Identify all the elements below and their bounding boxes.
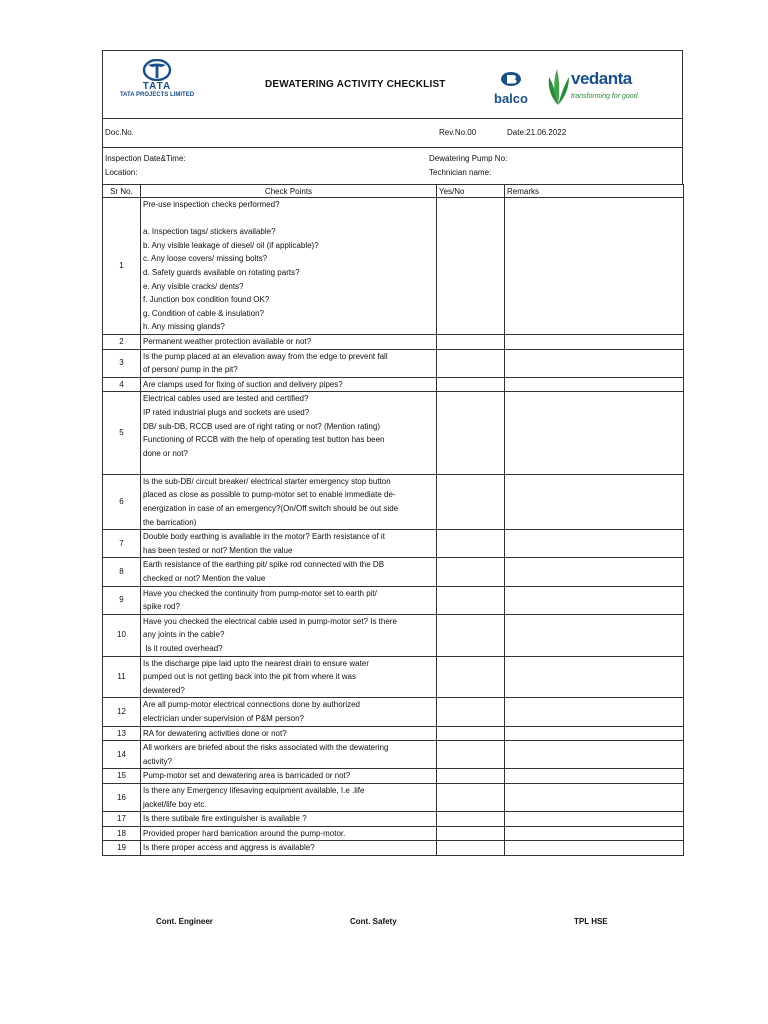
row-check-point — [141, 586, 437, 614]
check-point-line: Are all pump-motor electrical connections done by authorized — [143, 700, 361, 710]
tata-subtitle: TATA PROJECTS LIMITED — [119, 92, 195, 98]
row-sr-number: 16 — [103, 783, 141, 811]
location-label: Location: — [105, 168, 138, 177]
check-point-line: Provided proper hard barrication around the pump-motor. — [143, 828, 346, 838]
table-row — [103, 698, 684, 726]
row-remarks-cell[interactable] — [505, 349, 684, 377]
check-point-line: jacket/life boy etc. — [143, 799, 207, 809]
table-row — [103, 769, 684, 784]
row-check-point — [141, 392, 437, 475]
table-row — [103, 726, 684, 741]
row-remarks-cell[interactable] — [505, 769, 684, 784]
check-point-line: Are clamps used for fixing of suction and delivery pipes? — [143, 379, 343, 389]
check-point-line: g. Condition of cable & insulation? — [143, 308, 264, 318]
row-sr-number: 11 — [103, 656, 141, 698]
row-sr-number: 17 — [103, 812, 141, 827]
row-remarks-cell[interactable] — [505, 586, 684, 614]
col-remarks-header: Remarks — [505, 185, 684, 198]
row-sr-number: 8 — [103, 558, 141, 586]
check-point-line: dewatered? — [143, 685, 185, 695]
row-yesno-cell[interactable] — [437, 741, 505, 769]
check-point-line: b. Any visible leakage of diesel/ oil (if applicable)? — [143, 240, 319, 250]
row-yesno-cell[interactable] — [437, 349, 505, 377]
col-yesno-header: Yes/No — [437, 185, 505, 198]
table-row — [103, 656, 684, 698]
check-point-line: f. Junction box condition found OK? — [143, 295, 270, 305]
check-point-line: Permanent weather protection available or not? — [143, 336, 312, 346]
check-point-line: any joints in the cable? — [143, 630, 225, 640]
row-yesno-cell[interactable] — [437, 783, 505, 811]
row-yesno-cell[interactable] — [437, 812, 505, 827]
inspection-date-label: Inspection Date&Time: — [105, 154, 186, 163]
tata-wordmark: TATA — [142, 81, 172, 92]
check-point-line: Functioning of RCCB with the help of operating test button has been — [143, 435, 385, 445]
row-yesno-cell[interactable] — [437, 841, 505, 856]
check-point-line: electrician under supervision of P&M person? — [143, 713, 304, 723]
balco-logo — [483, 71, 539, 105]
doc-number-label: Doc.No. — [105, 128, 134, 137]
table-row — [103, 474, 684, 529]
row-yesno-cell[interactable] — [437, 334, 505, 349]
signature-tpl-hse: TPL HSE — [574, 917, 608, 926]
signature-engineer: Cont. Engineer — [156, 917, 213, 926]
col-sr-header: Sr No. — [103, 185, 141, 198]
check-point-line: has been tested or not? Mention the value — [143, 545, 293, 555]
checklist-table — [102, 184, 684, 856]
document-date: Date:21.06.2022 — [507, 128, 567, 137]
check-point-line: IP rated industrial plugs and sockets are used? — [143, 407, 310, 417]
table-row — [103, 741, 684, 769]
check-point-line: Is the discharge pipe laid upto the nearest drain to ensure water — [143, 658, 369, 668]
row-remarks-cell[interactable] — [505, 656, 684, 698]
row-check-point — [141, 783, 437, 811]
check-point-line: h. Any missing glands? — [143, 322, 225, 332]
row-sr-number: 12 — [103, 698, 141, 726]
row-check-point — [141, 656, 437, 698]
check-point-line: done or not? — [143, 448, 188, 458]
row-sr-number: 2 — [103, 334, 141, 349]
check-point-line: Earth resistance of the earthing pit/ spike rod connected with the DB — [143, 560, 385, 570]
check-point-line — [143, 460, 434, 474]
row-sr-number: 6 — [103, 474, 141, 529]
revision-number: Rev.No.00 — [439, 128, 477, 137]
row-yesno-cell[interactable] — [437, 392, 505, 475]
row-yesno-cell[interactable] — [437, 530, 505, 558]
check-point-line: Double body earthing is available in the motor? Earth resistance of it — [143, 532, 385, 542]
row-check-point — [141, 741, 437, 769]
balco-wordmark: balco — [494, 91, 528, 106]
check-point-line: Pre-use inspection checks performed? — [143, 200, 280, 209]
check-point-line: All workers are briefed about the risks associated with the dewatering — [143, 743, 389, 753]
table-row — [103, 530, 684, 558]
check-point-line: Is there sutibale fire extinguisher is available ? — [143, 814, 307, 824]
checklist-sheet — [102, 50, 683, 856]
row-sr-number: 13 — [103, 726, 141, 741]
vedanta-wordmark: vedanta — [571, 69, 632, 88]
table-row — [103, 377, 684, 392]
tata-emblem-icon — [142, 59, 172, 81]
row-sr-number: 5 — [103, 392, 141, 475]
row-yesno-cell[interactable] — [437, 614, 505, 656]
row-yesno-cell[interactable] — [437, 474, 505, 529]
balco-emblem-icon — [500, 71, 522, 87]
table-row — [103, 586, 684, 614]
check-point-line: of person/ pump in the pit? — [143, 365, 238, 375]
check-point-line — [143, 212, 434, 226]
check-point-line: placed as close as possible to pump-motor set to enable immediate de- — [143, 490, 396, 500]
row-sr-number: 3 — [103, 349, 141, 377]
row-sr-number: 15 — [103, 769, 141, 784]
check-point-line: c. Any loose covers/ missing bolts? — [143, 254, 268, 264]
row-check-point — [141, 812, 437, 827]
check-point-line: Is the sub-DB/ circuit breaker/ electrical starter emergency stop button — [143, 476, 391, 486]
check-point-line: Have you checked the electrical cable used in pump-motor set? Is there — [143, 616, 397, 626]
row-remarks-cell[interactable] — [505, 741, 684, 769]
row-yesno-cell[interactable] — [437, 586, 505, 614]
inspection-info — [102, 147, 683, 184]
vedanta-leaf-icon — [545, 65, 571, 107]
row-check-point — [141, 377, 437, 392]
table-row — [103, 812, 684, 827]
check-point-line: a. Inspection tags/ stickers available? — [143, 227, 276, 237]
row-remarks-cell[interactable] — [505, 558, 684, 586]
row-check-point — [141, 334, 437, 349]
row-check-point — [141, 698, 437, 726]
table-row — [103, 614, 684, 656]
row-sr-number: 4 — [103, 377, 141, 392]
check-point-line: activity? — [143, 756, 172, 766]
row-remarks-cell[interactable] — [505, 698, 684, 726]
row-remarks-cell[interactable] — [505, 334, 684, 349]
doc-row — [102, 118, 683, 147]
row-yesno-cell[interactable] — [437, 198, 505, 335]
row-check-point — [141, 474, 437, 529]
tata-logo — [111, 59, 203, 109]
row-check-point — [141, 726, 437, 741]
table-row — [103, 392, 684, 475]
row-check-point — [141, 349, 437, 377]
table-row — [103, 334, 684, 349]
row-sr-number: 1 — [103, 198, 141, 335]
table-header-row — [103, 185, 684, 198]
technician-label: Technician name: — [429, 168, 492, 177]
row-sr-number: 10 — [103, 614, 141, 656]
table-row — [103, 826, 684, 841]
row-check-point — [141, 530, 437, 558]
vedanta-tagline: transforming for good — [571, 93, 638, 100]
page-title: DEWATERING ACTIVITY CHECKLIST — [265, 79, 446, 90]
row-remarks-cell[interactable] — [505, 530, 684, 558]
row-yesno-cell[interactable] — [437, 656, 505, 698]
vedanta-logo — [545, 65, 665, 111]
row-check-point — [141, 558, 437, 586]
check-point-line: checked or not? Mention the value — [143, 574, 266, 584]
row-remarks-cell[interactable] — [505, 474, 684, 529]
table-row — [103, 558, 684, 586]
table-row — [103, 349, 684, 377]
row-remarks-cell[interactable] — [505, 783, 684, 811]
row-yesno-cell[interactable] — [437, 698, 505, 726]
row-sr-number: 7 — [103, 530, 141, 558]
row-check-point — [141, 769, 437, 784]
row-check-point — [141, 826, 437, 841]
row-sr-number: 9 — [103, 586, 141, 614]
signature-safety: Cont. Safety — [350, 917, 397, 926]
row-yesno-cell[interactable] — [437, 769, 505, 784]
check-point-line: d. Safety guards available on rotating parts? — [143, 267, 300, 277]
row-remarks-cell[interactable] — [505, 392, 684, 475]
table-row — [103, 198, 684, 335]
check-point-line: Is it routed overhead? — [143, 644, 223, 653]
check-point-line: energization in case of an emergency?(On/Off switch should be out side — [143, 504, 399, 514]
row-yesno-cell[interactable] — [437, 726, 505, 741]
check-point-line: spike rod? — [143, 602, 180, 612]
check-point-line: e. Any visible cracks/ dents? — [143, 281, 244, 291]
col-checkpoints-header: Check Points — [141, 185, 437, 198]
row-remarks-cell[interactable] — [505, 826, 684, 841]
row-remarks-cell[interactable] — [505, 614, 684, 656]
row-remarks-cell[interactable] — [505, 377, 684, 392]
table-row — [103, 783, 684, 811]
row-remarks-cell[interactable] — [505, 726, 684, 741]
header — [102, 50, 683, 118]
row-sr-number: 14 — [103, 741, 141, 769]
row-yesno-cell[interactable] — [437, 377, 505, 392]
check-point-line: RA for dewatering activities done or not? — [143, 728, 287, 738]
check-point-line: Is there proper access and aggress is available? — [143, 843, 315, 853]
check-point-line: pumped out is not getting back into the pit from where it was — [143, 672, 357, 682]
row-check-point — [141, 841, 437, 856]
pump-number-label: Dewatering Pump No: — [429, 154, 508, 163]
check-point-line: Is the pump placed at an elevation away from the edge to prevent fall — [143, 351, 388, 361]
row-yesno-cell[interactable] — [437, 826, 505, 841]
row-remarks-cell[interactable] — [505, 841, 684, 856]
row-sr-number: 19 — [103, 841, 141, 856]
row-remarks-cell[interactable] — [505, 812, 684, 827]
check-point-line: Electrical cables used are tested and certified? — [143, 394, 309, 404]
row-yesno-cell[interactable] — [437, 558, 505, 586]
check-point-line: Pump-motor set and dewatering area is barricaded or not? — [143, 771, 351, 781]
row-sr-number: 18 — [103, 826, 141, 841]
row-remarks-cell[interactable] — [505, 198, 684, 335]
check-point-line: DB/ sub-DB, RCCB used are of right rating or not? (Mention rating) — [143, 421, 380, 431]
check-point-line: Have you checked the continuity from pump-motor set to earth pit/ — [143, 588, 377, 598]
check-point-line: Is there any Emergency lifesaving equipment available, I.e .life — [143, 785, 365, 795]
row-check-point — [141, 198, 437, 335]
table-row — [103, 841, 684, 856]
check-point-line: the barrication) — [143, 517, 197, 527]
row-check-point — [141, 614, 437, 656]
